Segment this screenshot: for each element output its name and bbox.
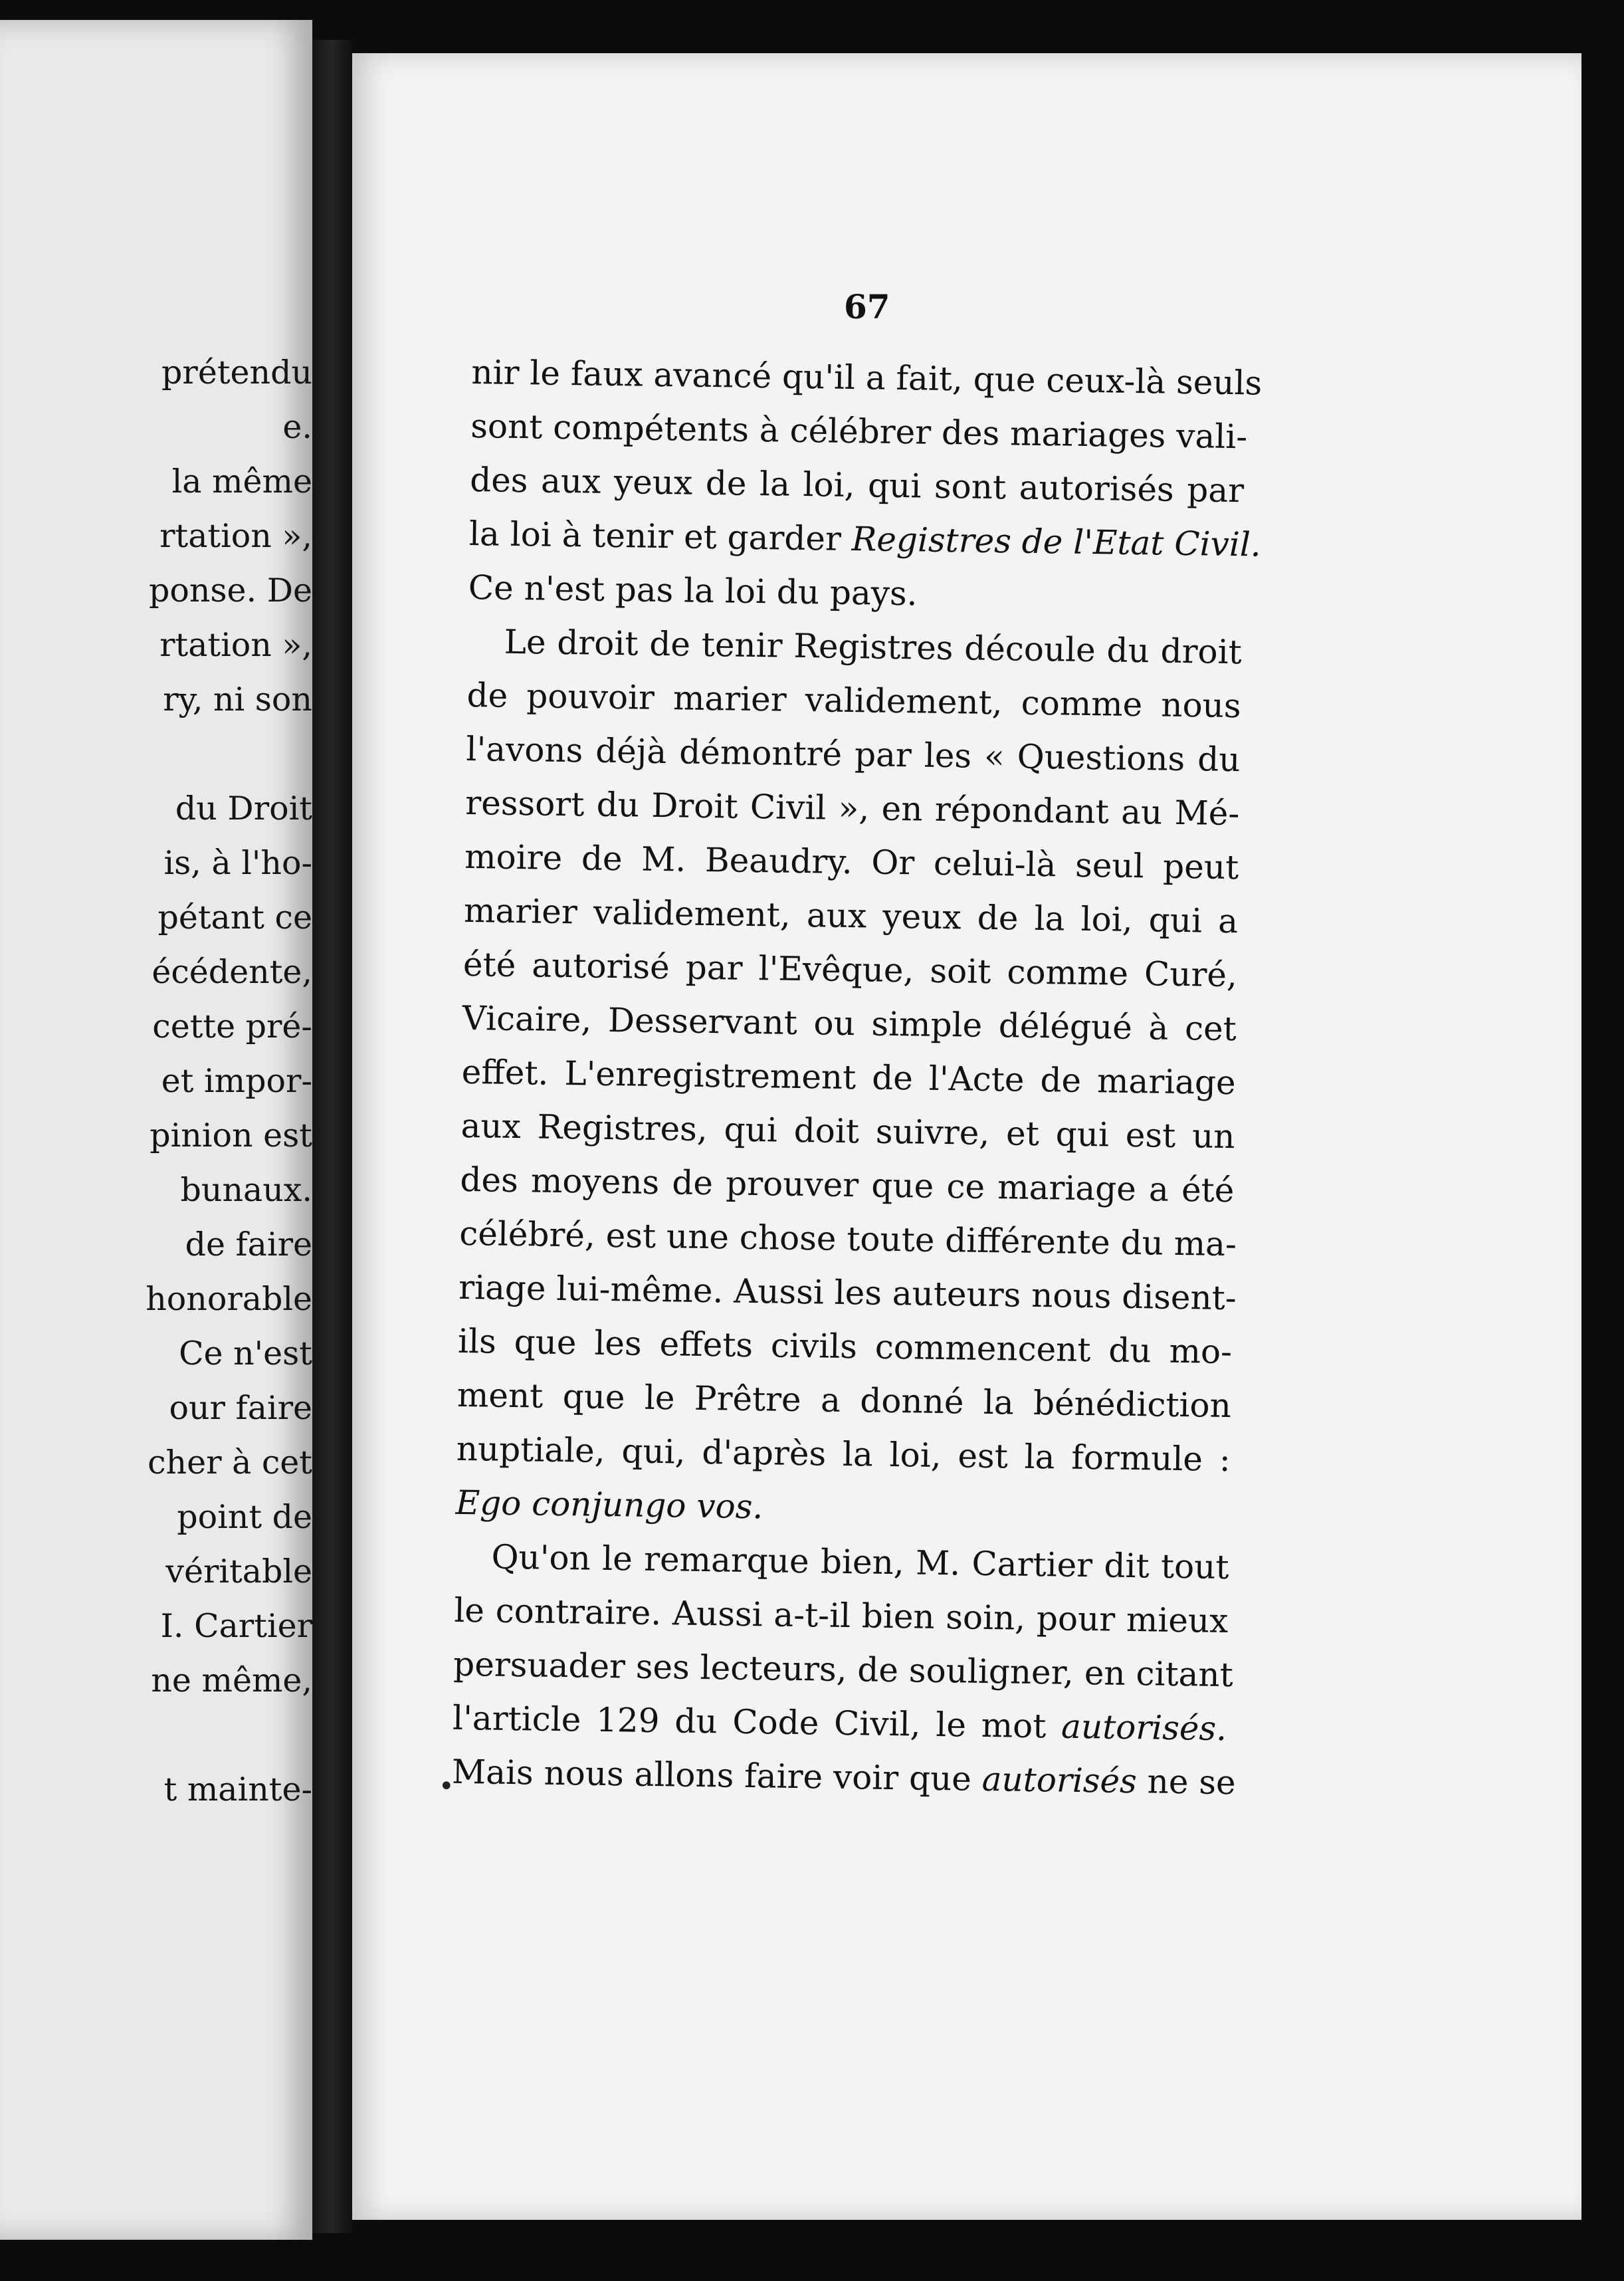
text-line: l'avons déjà démontré par les « Questions du — [466, 729, 1241, 780]
left-line: de faire — [185, 1226, 312, 1263]
stray-print-mark: • — [439, 1771, 455, 1802]
paragraph-first-line: Qu'on le remarque bien, M. Cartier dit tout — [491, 1537, 1229, 1587]
text-segment: Mais nous allons faire voir que — [451, 1752, 983, 1798]
text-line: aux Registres, qui doit suivre, et qui est un — [460, 1106, 1235, 1156]
left-page-fragment — [0, 20, 312, 2240]
left-line: ponse. De — [148, 572, 312, 609]
italic-term: autorisés. — [1061, 1707, 1227, 1749]
left-line: du Droit — [175, 790, 312, 827]
text-line: moire de M. Beaudry. Or celui-là seul peut — [464, 837, 1239, 887]
text-line: effet. L'enregistrement de l'Acte de mariage — [461, 1052, 1237, 1103]
left-line: our faire — [169, 1389, 312, 1427]
left-line: écédente, — [152, 953, 312, 991]
left-line: cette pré- — [152, 1008, 312, 1045]
left-line: rtation », — [159, 626, 312, 664]
text-line: riage lui-même. Aussi les auteurs nous disent- — [458, 1267, 1237, 1318]
left-line: bunaux. — [180, 1171, 312, 1209]
text-line: Vicaire, Desservant ou simple délégué à cet — [462, 998, 1237, 1049]
left-line: ne même, — [151, 1662, 312, 1699]
left-line: rtation », — [159, 517, 312, 555]
paragraph-first-line: Le droit de tenir Registres découle du droit — [504, 622, 1243, 672]
text-line: nuptiale, qui, d'après la loi, est la formule : — [456, 1429, 1231, 1479]
left-line: Ce n'est — [179, 1335, 312, 1372]
text-line: Ce n'est pas la loi du pays. — [468, 568, 918, 613]
text-line: des aux yeux de la loi, qui sont autorisés par — [469, 460, 1245, 510]
left-line: véritable — [165, 1553, 312, 1590]
italic-term: autorisés — [981, 1759, 1138, 1801]
text-line: nir le faux avancé qu'il a fait, que ceux-là seuls — [471, 352, 1263, 403]
left-line: ry, ni son — [163, 681, 312, 718]
left-line: honorable — [146, 1280, 312, 1318]
left-line: point de — [177, 1498, 312, 1536]
text-line: sont compétents à célébrer des mariages vali- — [470, 406, 1248, 457]
text-line: ils que les effets civils commencent du mo- — [457, 1321, 1233, 1372]
page-number: 67 — [844, 287, 890, 326]
text-line: de pouvoir marier validement, comme nous — [466, 675, 1241, 726]
text-line: marier validement, aux yeux de la loi, qui a — [463, 891, 1239, 941]
page-body-text — [451, 346, 1263, 1810]
text-line: persuader ses lecteurs, de souligner, en citant — [453, 1644, 1234, 1695]
left-line: pinion est — [150, 1117, 312, 1154]
left-line: pétant ce — [157, 899, 312, 936]
left-line: is, à l'ho- — [163, 844, 312, 882]
text-segment: la loi à tenir et garder — [468, 514, 853, 559]
italic-term: Registres de l'Etat Civil. — [851, 520, 1262, 564]
left-line: la même — [171, 463, 312, 500]
left-line: et impor- — [161, 1062, 312, 1100]
text-line — [451, 1745, 1236, 1810]
book-spine — [312, 40, 352, 2233]
left-line: e. — [282, 408, 312, 446]
text-line: le contraire. Aussi a-t-il bien soin, pour mieux — [454, 1590, 1229, 1641]
text-line: ment que le Prêtre a donné la bénédiction — [457, 1375, 1232, 1426]
left-line: prétendu — [161, 354, 312, 391]
text-segment: l'article 129 du Code Civil, le mot — [452, 1698, 1062, 1746]
text-line: des moyens de prouver que ce mariage a été — [460, 1160, 1235, 1210]
left-line: I. Cartier — [160, 1607, 312, 1645]
text-line: célébré, est une chose toute différente du ma- — [458, 1214, 1237, 1264]
text-line: ressort du Droit Civil », en répondant au Mé- — [464, 783, 1240, 833]
text-segment: ne se — [1136, 1762, 1236, 1802]
left-line: t mainte- — [163, 1771, 312, 1808]
left-line: cher à cet — [148, 1444, 312, 1481]
italic-formula: Ego conjungo vos. — [455, 1483, 763, 1527]
text-line: été autorisé par l'Evêque, soit comme Curé, — [462, 944, 1238, 995]
